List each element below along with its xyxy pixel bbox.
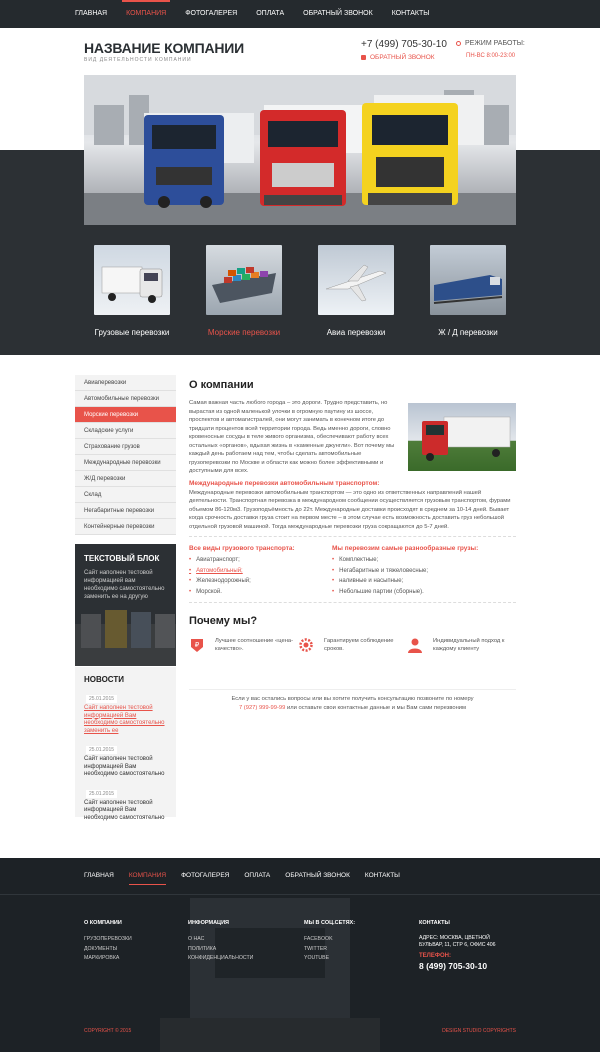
service-tile-sea[interactable] bbox=[196, 245, 292, 337]
truck-yellow bbox=[362, 95, 484, 205]
nav-company[interactable]: КОМПАНИЯ bbox=[126, 0, 166, 28]
youtube-link[interactable]: YOUTUBE bbox=[304, 955, 330, 961]
news-title: НОВОСТИ bbox=[84, 675, 125, 684]
list-item: • Авиатранспорт; bbox=[189, 555, 339, 566]
working-hours bbox=[456, 40, 525, 59]
text-block bbox=[75, 544, 176, 666]
service-tile-trucks[interactable] bbox=[84, 245, 180, 337]
sidebar-item-avia[interactable]: Авиаперевозки bbox=[75, 375, 176, 391]
intro-truck-image bbox=[408, 403, 516, 471]
list-item: • Негабаритные и тяжеловесные; bbox=[332, 566, 516, 577]
sidebar-item-warehouse-services[interactable]: Складские услуги bbox=[75, 423, 176, 439]
feature-text: Индивидуальный подход к каждому клиенту bbox=[433, 638, 505, 652]
service-label: Морские перевозки bbox=[207, 328, 281, 337]
feature-item bbox=[298, 637, 407, 653]
list-item: • наливные и насыпные; bbox=[332, 576, 516, 587]
footer-nav-home[interactable]: ГЛАВНАЯ bbox=[84, 872, 114, 879]
section-subtitle: Международные перевозки автомобильным транспортом: bbox=[189, 479, 380, 487]
facebook-link[interactable]: FACEBOOK bbox=[304, 936, 333, 942]
sidebar-item-oversized[interactable]: Негабаритные перевозки bbox=[75, 503, 176, 519]
contact-line1: Если у вас остались вопросы или вы хотите получить консультацию позвоните по номеру bbox=[231, 696, 474, 702]
callback-label: ОБРАТНЫЙ ЗВОНОК bbox=[370, 54, 435, 61]
hero-trucks-image bbox=[84, 75, 516, 225]
text-block-title: ТЕКСТОВЫЙ БЛОК bbox=[84, 554, 160, 563]
header-phone: +7 (499) 705-30-10 bbox=[361, 39, 447, 50]
copyright: COPYRIGHT © 2015 bbox=[84, 1028, 132, 1034]
sidebar-item-container[interactable]: Контейнерные перевозки bbox=[75, 519, 176, 535]
features bbox=[189, 637, 516, 653]
nav-home[interactable]: ГЛАВНАЯ bbox=[75, 10, 108, 17]
feature-item bbox=[407, 637, 516, 653]
feature-item bbox=[189, 637, 298, 653]
list-item: • Железнодорожный; bbox=[189, 576, 339, 587]
feature-text: Гарантируем соблюдение сроков. bbox=[324, 638, 394, 652]
contact-note bbox=[189, 689, 516, 713]
sidebar-menu bbox=[75, 375, 176, 535]
company-name: НАЗВАНИЕ КОМПАНИИ bbox=[84, 40, 245, 56]
footer-address-line1: АДРЕС: МОСКВА, ЦВЕТНОЙ bbox=[419, 935, 490, 941]
news-item[interactable] bbox=[75, 779, 176, 823]
truck-icon bbox=[94, 245, 170, 315]
top-nav-list bbox=[75, 0, 448, 28]
footer-nav-contacts[interactable]: КОНТАКТЫ bbox=[364, 872, 400, 879]
design-studio-link[interactable]: DESIGN STUDIO COPYRIGHTS bbox=[442, 1028, 516, 1034]
news-date: 25.01.2015 bbox=[86, 746, 117, 754]
sidebar-item-insurance[interactable]: Страхование грузов bbox=[75, 439, 176, 455]
page-title: О компании bbox=[189, 379, 254, 391]
divider bbox=[189, 602, 516, 603]
news-text[interactable]: Сайт наполнен тестовой информацией Вам необходимо самостоятельно bbox=[84, 799, 165, 821]
divider bbox=[189, 536, 516, 537]
person-icon bbox=[407, 637, 423, 653]
footer-col-title: КОНТАКТЫ bbox=[419, 920, 450, 926]
gear-icon bbox=[298, 637, 314, 653]
news-text[interactable]: Сайт наполнен тестовой информацией Вам необходимо самостоятельно заменить ее bbox=[84, 705, 165, 734]
twitter-link[interactable]: TWITTER bbox=[304, 945, 328, 952]
service-tiles bbox=[84, 245, 516, 337]
list-item[interactable]: • Автомобильный; bbox=[189, 566, 339, 577]
list-item: • Морской. bbox=[189, 587, 339, 598]
news-date: 25.01.2015 bbox=[86, 790, 117, 798]
list-item: • Небольшие партии (сборные). bbox=[332, 587, 516, 598]
feature-text: Лучшее соотношение «цена-качество». bbox=[215, 638, 294, 652]
footer-nav-gallery[interactable]: ФОТОГАЛЕРЕЯ bbox=[181, 872, 230, 879]
nav-contacts[interactable]: КОНТАКТЫ bbox=[391, 10, 430, 17]
transport-types bbox=[189, 545, 339, 597]
footer-col-about bbox=[84, 920, 132, 964]
news-item[interactable] bbox=[75, 735, 176, 779]
header-phone-block bbox=[361, 39, 447, 61]
sidebar-item-sea[interactable]: Морские перевозки bbox=[75, 407, 176, 423]
top-navigation bbox=[0, 0, 600, 28]
service-label: Ж / Д перевозки bbox=[438, 328, 498, 337]
news-text[interactable]: Сайт наполнен тестовой информацией Вам необходимо самостоятельно bbox=[84, 756, 165, 777]
main-content bbox=[189, 375, 516, 653]
footer-nav bbox=[84, 858, 415, 894]
footer-link[interactable]: ПОЛИТИКА bbox=[188, 945, 217, 952]
footer-link[interactable]: ГРУЗОПЕРЕВОЗКИ bbox=[84, 936, 132, 942]
news-date: 25.01.2015 bbox=[86, 695, 117, 703]
footer-nav-company[interactable]: КОМПАНИЯ bbox=[129, 858, 166, 894]
hours-label: РЕЖИМ РАБОТЫ: bbox=[465, 40, 525, 47]
footer-phone-label: ТЕЛЕФОН: bbox=[419, 953, 451, 959]
footer-divider bbox=[0, 894, 600, 895]
list-title: Все виды грузового транспорта: bbox=[189, 545, 295, 552]
ship-icon bbox=[206, 245, 282, 315]
footer-col-info bbox=[188, 920, 253, 964]
plane-icon bbox=[318, 245, 394, 315]
footer-col-title: МЫ В СОЦ.СЕТЯХ: bbox=[304, 920, 356, 926]
footer-col-social bbox=[304, 920, 355, 964]
service-label: Авиа перевозки bbox=[326, 328, 386, 337]
footer-nav-callback[interactable]: ОБРАТНЫЙ ЗВОНОК bbox=[285, 872, 350, 879]
news-item[interactable] bbox=[75, 684, 176, 735]
footer-phone[interactable]: 8 (499) 705-30-10 bbox=[419, 961, 488, 971]
sidebar-item-rail[interactable]: Ж/Д перевозки bbox=[75, 471, 176, 487]
sidebar-item-international[interactable]: Международные перевозки bbox=[75, 455, 176, 471]
footer-link[interactable]: МАРКИРОВКА bbox=[84, 955, 120, 961]
clock-icon bbox=[456, 41, 461, 46]
company-activity: ВИД ДЕЯТЕЛЬНОСТИ КОМПАНИИ bbox=[84, 57, 192, 63]
ruble-shield-icon bbox=[189, 637, 205, 653]
lists bbox=[189, 545, 516, 597]
footer-col-contacts bbox=[419, 920, 496, 971]
hours-value: ПН-ВС 8:00-23:00 bbox=[466, 53, 516, 59]
footer-col-title: ИНФОРМАЦИЯ bbox=[188, 920, 229, 926]
nav-callback[interactable]: ОБРАТНЫЙ ЗВОНОК bbox=[303, 10, 373, 17]
contact-line2: или оставьте свои контактные данные и мы Вам сами перезвоним bbox=[287, 705, 467, 711]
nav-gallery[interactable]: ФОТОГАЛЕРЕЯ bbox=[185, 10, 238, 17]
callback-icon bbox=[361, 55, 366, 60]
footer-nav-payment[interactable]: ОПЛАТА bbox=[244, 872, 271, 879]
train-icon bbox=[430, 245, 506, 315]
list-title: Мы перевозим самые разнообразные грузы: bbox=[332, 545, 479, 552]
nav-payment[interactable]: ОПЛАТА bbox=[256, 10, 285, 17]
list-item: • Комплектные; bbox=[332, 555, 516, 566]
svg-text:₽: ₽ bbox=[194, 641, 200, 649]
footer-link[interactable]: О НАС bbox=[188, 936, 205, 942]
sidebar-item-auto[interactable]: Автомобильные перевозки bbox=[75, 391, 176, 407]
text-block-body: Сайт наполнен тестовой информацией вам необходимо самостоятельно заменить ее на другую bbox=[84, 570, 165, 600]
footer-link[interactable]: ДОКУМЕНТЫ bbox=[84, 945, 118, 952]
callback-link[interactable] bbox=[361, 54, 447, 61]
truck-red bbox=[260, 105, 374, 206]
service-label: Грузовые перевозки bbox=[94, 328, 170, 337]
cargo-types bbox=[332, 545, 516, 597]
sidebar-item-warehouse[interactable]: Склад bbox=[75, 487, 176, 503]
footer bbox=[0, 858, 600, 1052]
logo[interactable] bbox=[84, 40, 244, 63]
footer-link[interactable]: КОНФИДЕНЦИАЛЬНОСТИ bbox=[188, 955, 254, 961]
service-tile-air[interactable] bbox=[308, 245, 404, 337]
news-block bbox=[75, 667, 176, 821]
footer-col-title: О КОМПАНИИ bbox=[84, 920, 122, 926]
intro-text: Самая важная часть любого города – это дороги. Трудно представить, но вырастая из одной маленькой улочки в огромную паутину из шоссе, проспектов и автомагистралей, они могут занимать в конечном итоге до тридцати процентов всей территории города. Ведь именно дороги, словно кровеносные сосуды в теле живого организма, обеспечивают работу всех остальных «органов», вдыхая жизнь в «каменные джунгли». Вот почему мы каждый день работаем над тем, чтобы сделать автомобильные грузоперевозки по Москве и области как можно более эффективными и доступными для всех. bbox=[189, 400, 395, 474]
section-body: Международные перевозки автомобильным транспортом — это одно из ответственных направлений нашей деятельности. Транспортная перевозка в международном сообщении осуществляется грузовым транспортом, фурами объемом 86-120м3. Грузоподъёмность до 22т. Международные доставки происходят в среднем за 10-14 дней. Бывает когда срочность доставки груза стоит на первом месте – в этом случае есть возможность доставить груз небольшой отдельной грузовой машиной. Тогда международные перевозки груза сокращаются до 5-7 дней. bbox=[189, 489, 511, 530]
why-us-title: Почему мы? bbox=[189, 615, 258, 627]
service-tile-rail[interactable] bbox=[420, 245, 516, 337]
footer-address-line2: БУЛЬВАР, 11, СТР 6, ОФИС 406 bbox=[419, 942, 496, 948]
hero-banner bbox=[84, 75, 516, 225]
contact-phone[interactable]: 7 (927) 999-99-99 bbox=[238, 705, 286, 711]
